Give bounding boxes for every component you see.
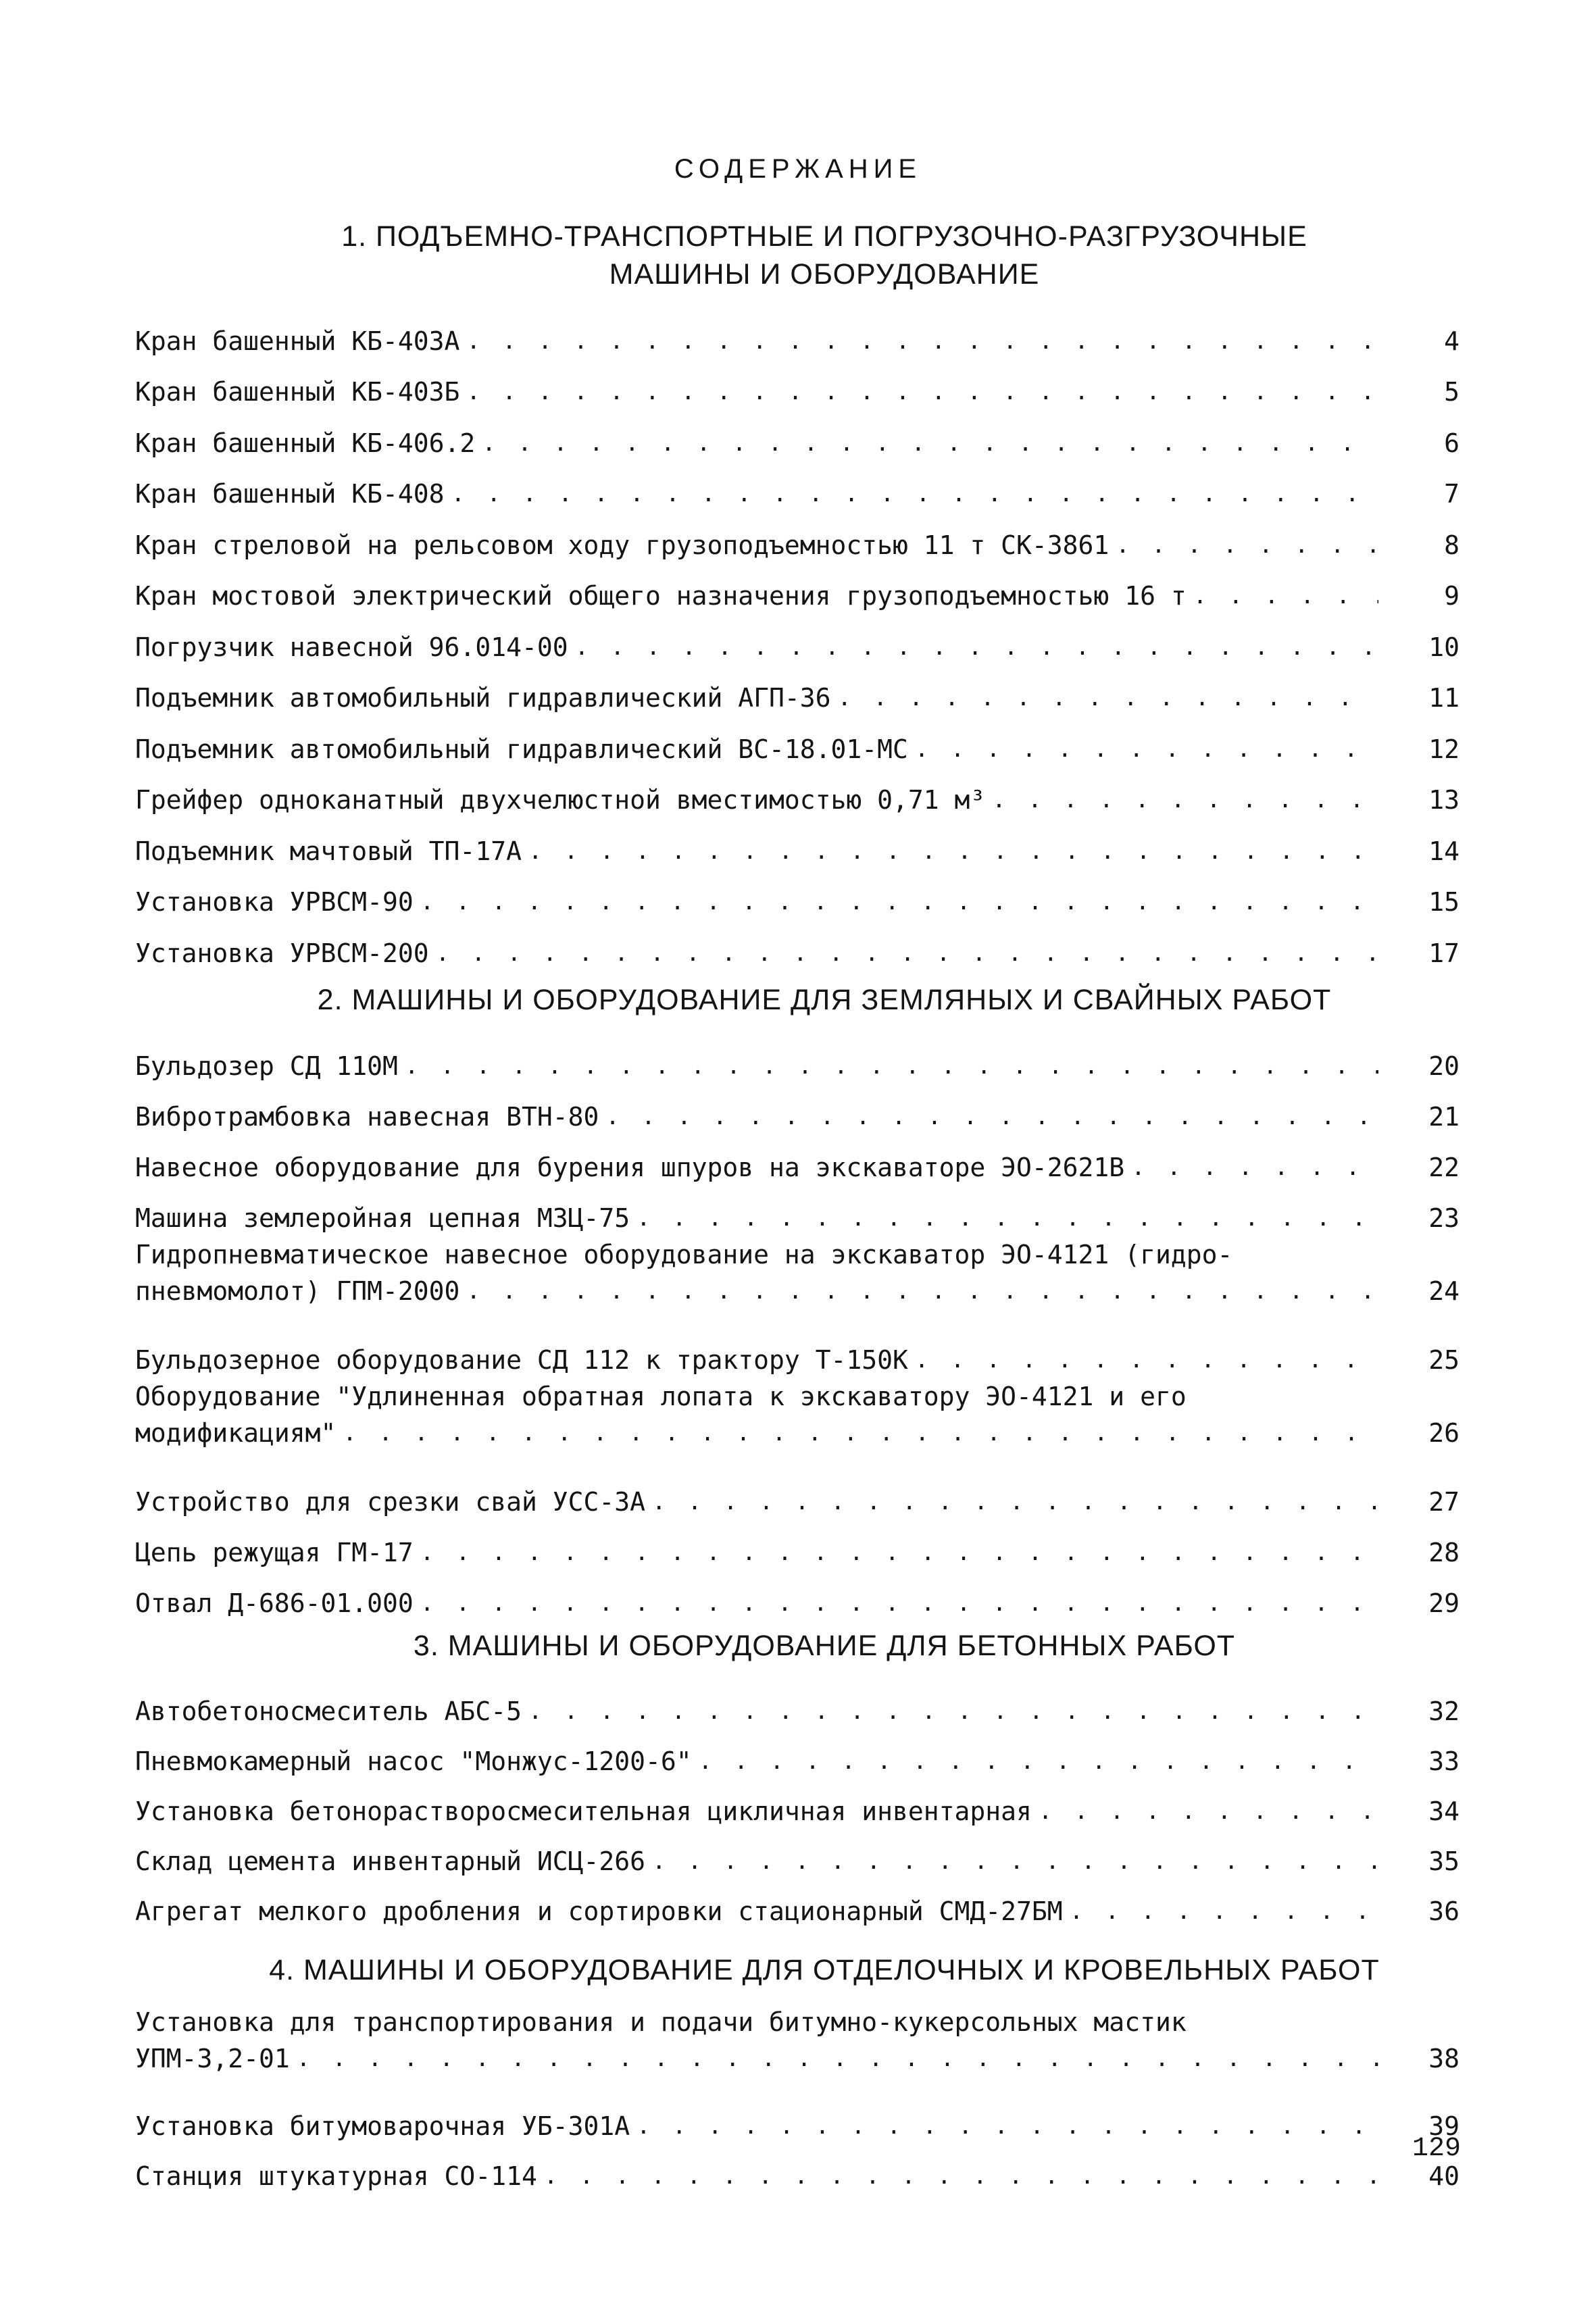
toc-entry[interactable] <box>135 1034 1460 1084</box>
toc-entry-title-continued: пневмомолот) ГПМ-2000 <box>135 1276 460 1306</box>
toc-page-number: 27 <box>1428 1487 1460 1517</box>
toc-entry-title: Оборудование "Удлиненная обратная лопата к экскаватору ЭО-4121 и его <box>135 1382 1187 1411</box>
toc-page-number: 11 <box>1428 683 1460 713</box>
toc-page-number: 33 <box>1428 1746 1460 1776</box>
toc-entry-title: Грейфер одноканатный двухчелюстной вместимостью 0,71 м³ <box>135 785 986 815</box>
toc-entry[interactable] <box>135 1378 1460 1451</box>
toc-entry[interactable] <box>135 563 1460 615</box>
toc-entry[interactable] <box>135 1084 1460 1135</box>
toc-entry[interactable] <box>135 308 1460 359</box>
toc-entry-title: Установка для транспортирования и подачи битумно-кукерсольных мастик <box>135 2007 1187 2037</box>
section-heading-line: 4. МАШИНЫ И ОБОРУДОВАНИЕ ДЛЯ ОТДЕЛОЧНЫХ И КРОВЕЛЬНЫХ РАБОТ <box>269 1954 1380 1986</box>
toc-page-number: 23 <box>1428 1203 1460 1233</box>
toc-page-number: 39 <box>1428 2111 1460 2141</box>
toc-entry[interactable] <box>135 1730 1460 1780</box>
dot-leader <box>466 1273 1378 1309</box>
toc-entry[interactable] <box>135 1780 1460 1830</box>
section-heading-line: 3. МАШИНЫ И ОБОРУДОВАНИЕ ДЛЯ БЕТОННЫХ РАБОТ <box>413 1630 1236 1662</box>
toc-page-number: 10 <box>1428 632 1460 662</box>
dot-leader <box>420 1585 1378 1621</box>
section-heading <box>115 1627 1534 1665</box>
section-1 <box>135 218 1460 972</box>
toc-entry-title: Вибротрамбовка навесная ВТН-80 <box>135 1102 599 1132</box>
toc-page-number: 9 <box>1444 581 1460 611</box>
section-heading-line: 1. ПОДЪЕМНО-ТРАНСПОРТНЫЕ И ПОГРУЗОЧНО-РАЗГРУЗОЧНЫЕ <box>341 220 1307 253</box>
toc-entry-title: Автобетоносмеситель АБС-5 <box>135 1696 522 1726</box>
toc-entry[interactable] <box>135 1880 1460 1930</box>
document-title: СОДЕРЖАНИЕ <box>674 154 922 184</box>
dot-leader <box>297 2040 1378 2077</box>
dot-leader <box>528 1693 1378 1730</box>
toc-page-number: 6 <box>1444 428 1460 458</box>
toc-entry[interactable] <box>135 870 1460 921</box>
toc-entry[interactable] <box>135 1469 1460 1520</box>
dot-leader <box>544 2158 1378 2194</box>
toc-entry-title: Агрегат мелкого дробления и сортировки стационарный СМД-27БМ <box>135 1896 1063 1926</box>
toc-entry[interactable] <box>135 716 1460 768</box>
dot-leader <box>838 680 1378 716</box>
toc-page-number: 26 <box>1428 1418 1460 1448</box>
toc-entry[interactable] <box>135 359 1460 411</box>
dot-leader <box>1039 1793 1378 1830</box>
toc-page-number: 40 <box>1428 2161 1460 2191</box>
page-number: 129 <box>1412 2134 1461 2164</box>
toc-entry[interactable] <box>135 1520 1460 1571</box>
section-heading <box>115 981 1534 1019</box>
toc-entry-title: Склад цемента инвентарный ИСЦ-266 <box>135 1846 645 1876</box>
toc-entry-title: Погрузчик навесной 96.014-00 <box>135 632 568 662</box>
toc-entry-title: Машина землеройная цепная МЗЦ-75 <box>135 1203 630 1233</box>
toc-page-number: 5 <box>1444 377 1460 407</box>
toc-entry-title: Кран стреловой на рельсовом ходу грузоподъемностью 11 т СК-3861 <box>135 530 1109 560</box>
toc-entry[interactable] <box>135 1571 1460 1621</box>
toc-entry-title: Кран мостовой электрический общего назначения грузоподъемностью 16 т <box>135 581 1187 611</box>
dot-leader <box>699 1743 1378 1780</box>
toc-page-number: 24 <box>1428 1276 1460 1306</box>
toc-entry[interactable] <box>135 1236 1460 1309</box>
toc-entry[interactable] <box>135 818 1460 870</box>
toc-page-number: 22 <box>1428 1153 1460 1182</box>
toc-entry[interactable] <box>135 1186 1460 1236</box>
dot-leader <box>1131 1149 1378 1186</box>
toc-entry[interactable] <box>135 920 1460 972</box>
toc-entry-title: Бульдозерное оборудование СД 112 к трактору Т-150К <box>135 1345 908 1375</box>
dot-leader <box>915 1342 1378 1378</box>
dot-leader <box>1193 578 1378 614</box>
toc-entry-title: Кран башенный КБ-406.2 <box>135 428 476 458</box>
dot-leader <box>405 1048 1378 1084</box>
toc-page-number: 29 <box>1428 1588 1460 1618</box>
toc-entry-title: Цепь режущая ГМ-17 <box>135 1538 414 1567</box>
toc-entry-title: Установка УРВСМ-90 <box>135 887 414 917</box>
toc-page-number: 20 <box>1428 1051 1460 1081</box>
dot-leader <box>482 425 1378 461</box>
dot-leader <box>343 1415 1378 1451</box>
toc-entry-title: Бульдозер СД 110М <box>135 1051 398 1081</box>
dot-leader <box>528 833 1378 870</box>
toc-page-number: 34 <box>1428 1796 1460 1826</box>
toc-entry[interactable] <box>135 665 1460 717</box>
toc-entry-title: Отвал Д-686-01.000 <box>135 1588 414 1618</box>
toc-page-number: 32 <box>1428 1696 1460 1726</box>
section-heading-line: МАШИНЫ И ОБОРУДОВАНИЕ <box>609 258 1040 291</box>
dot-leader <box>605 1099 1378 1135</box>
dot-leader <box>436 935 1378 972</box>
dot-leader <box>652 1484 1378 1520</box>
dot-leader <box>451 476 1378 512</box>
section-4 <box>135 1951 1460 2194</box>
toc-page-number: 28 <box>1428 1538 1460 1567</box>
toc-entry[interactable] <box>135 2094 1460 2144</box>
toc-page-number: 8 <box>1444 530 1460 560</box>
section-heading <box>115 218 1534 293</box>
toc-entry[interactable] <box>135 614 1460 665</box>
toc-page-number: 35 <box>1428 1846 1460 1876</box>
toc-entry-title: Пневмокамерный насос "Монжус-1200-6" <box>135 1746 692 1776</box>
toc-page-number: 21 <box>1428 1102 1460 1132</box>
toc-page-number: 4 <box>1444 326 1460 356</box>
toc-entry[interactable] <box>135 768 1460 819</box>
toc-page-number: 7 <box>1444 479 1460 509</box>
dot-leader <box>466 374 1378 410</box>
section-heading <box>115 1951 1534 1989</box>
toc-entry[interactable] <box>135 1328 1460 1378</box>
dot-leader <box>420 884 1378 920</box>
toc-page-number: 15 <box>1428 887 1460 917</box>
toc-page-number: 13 <box>1428 785 1460 815</box>
section-heading-line: 2. МАШИНЫ И ОБОРУДОВАНИЕ ДЛЯ ЗЕМЛЯНЫХ И СВАЙНЫХ РАБОТ <box>317 984 1332 1016</box>
toc-entry[interactable] <box>135 1830 1460 1880</box>
toc-entry[interactable] <box>135 512 1460 563</box>
toc-entry-title: Подъемник автомобильный гидравлический АГП-36 <box>135 683 831 713</box>
toc-page-number: 38 <box>1428 2044 1460 2073</box>
toc-entry-title: Кран башенный КБ-408 <box>135 479 445 509</box>
dot-leader <box>637 1200 1378 1236</box>
toc-entry[interactable] <box>135 461 1460 513</box>
toc-entry-title: Станция штукатурная СО-114 <box>135 2161 537 2191</box>
dot-leader <box>1116 527 1378 563</box>
dot-leader <box>1070 1893 1378 1930</box>
toc-page-number: 36 <box>1428 1896 1460 1926</box>
toc-entry-title: Кран башенный КБ-403Б <box>135 377 460 407</box>
dot-leader <box>637 2108 1378 2144</box>
toc-entry-title: Гидропневматическое навесное оборудование на экскаватор ЭО-4121 (гидро- <box>135 1240 1233 1269</box>
dot-leader <box>652 1843 1378 1880</box>
toc-entry-title: Навесное оборудование для бурения шпуров на экскаваторе ЭО-2621В <box>135 1153 1125 1182</box>
toc-entry[interactable] <box>135 410 1460 461</box>
dot-leader <box>575 629 1378 665</box>
toc-entry[interactable] <box>135 1680 1460 1730</box>
section-3 <box>135 1627 1460 1930</box>
dot-leader <box>915 731 1378 768</box>
toc-entry-title-continued: УПМ-3,2-01 <box>135 2044 290 2073</box>
toc-entry-title: Подъемник автомобильный гидравлический ВС-18.01-МС <box>135 734 908 764</box>
toc-entry-title: Установка бетонорастворосмесительная цикличная инвентарная <box>135 1796 1032 1826</box>
dot-leader <box>992 782 1378 818</box>
toc-page-number: 12 <box>1428 734 1460 764</box>
dot-leader <box>420 1534 1378 1571</box>
toc-entry[interactable] <box>135 1135 1460 1186</box>
toc-entry-title: Подъемник мачтовый ТП-17А <box>135 836 522 866</box>
toc-page-number: 17 <box>1428 938 1460 968</box>
section-2 <box>135 981 1460 1621</box>
toc-entry-title: Устройство для срезки свай УСС-3А <box>135 1487 645 1517</box>
dot-leader <box>466 323 1378 359</box>
toc-entry-title-continued: модификациям" <box>135 1418 336 1448</box>
toc-entry-title: Установка битумоварочная УБ-301А <box>135 2111 630 2141</box>
toc-page-number: 14 <box>1428 836 1460 866</box>
toc-entry[interactable] <box>135 2004 1460 2077</box>
toc-entry-title: Кран башенный КБ-403А <box>135 326 460 356</box>
toc-page-number: 25 <box>1428 1345 1460 1375</box>
toc-entry[interactable] <box>135 2144 1460 2194</box>
toc-entry-title: Установка УРВСМ-200 <box>135 938 429 968</box>
